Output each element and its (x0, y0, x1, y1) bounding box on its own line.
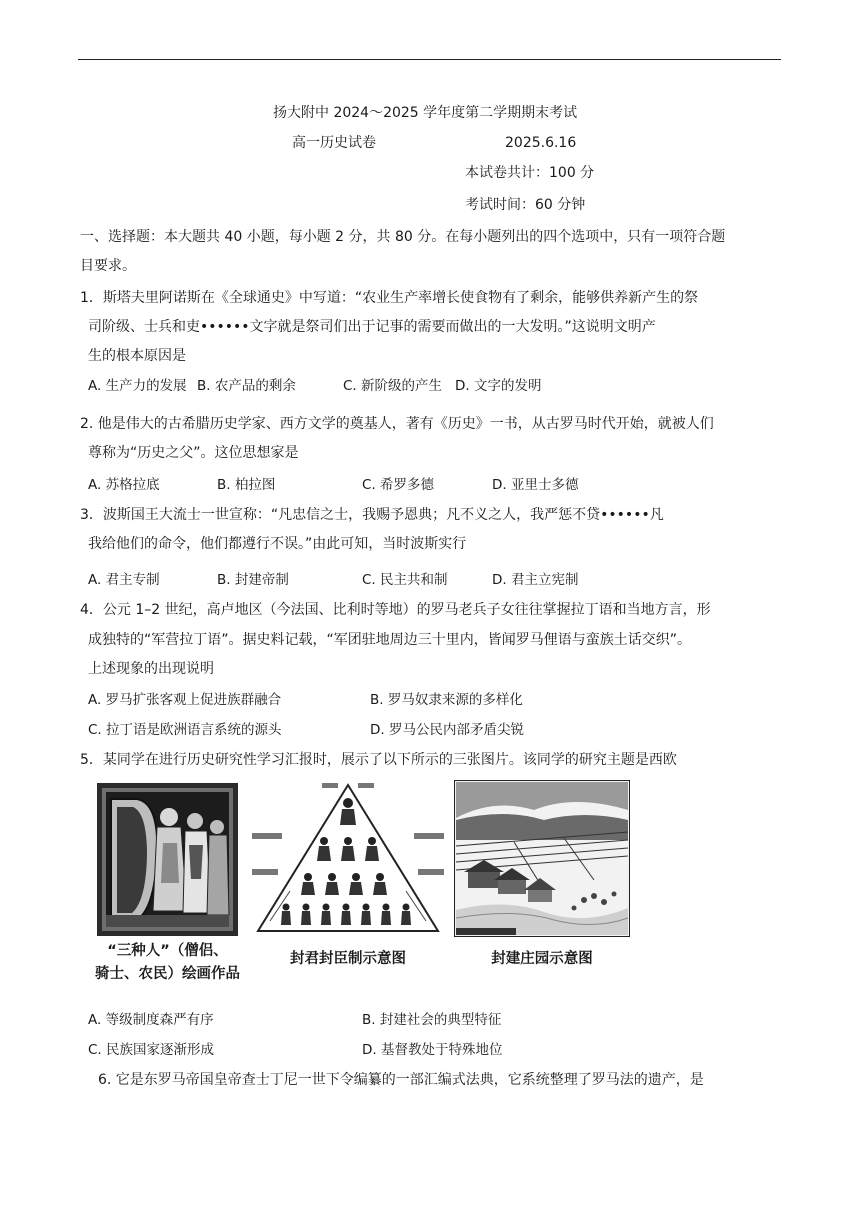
figure-1-caption-line2: 骑士、农民）绘画作品 (95, 966, 240, 982)
total-score: 本试卷共计：100 分 (465, 165, 595, 181)
figure-1-caption-line1: “三种人”（僧侣、 (107, 943, 228, 959)
question-5-option-d: D. 基督教处于特殊地位 (362, 1042, 503, 1058)
lord-vassal-pyramid-diagram (250, 781, 446, 941)
question-4-option-b: B. 罗马奴隶来源的多样化 (370, 692, 523, 708)
exam-title: 扬大附中 2024～2025 学年度第二学期期末考试 (273, 105, 578, 121)
question-3-line2: 我给他们的命令，他们都遵行不误。”由此可知，当时波斯实行 (88, 536, 467, 552)
question-3-option-b: B. 封建帝制 (217, 572, 289, 588)
question-3-line1: 3．波斯国王大流士一世宣称：“凡忠信之士，我赐予恩典；凡不义之人，我严惩不贷••••••凡 (80, 507, 664, 523)
question-5-option-a: A. 等级制度森严有序 (88, 1012, 214, 1028)
question-1-line3: 生的根本原因是 (88, 348, 186, 364)
question-1-line1: 1．斯塔夫里阿诺斯在《全球通史》中写道：“农业生产率增长使食物有了剩余，能够供养新产生的祭 (80, 290, 699, 306)
figure-2-caption: 封君封臣制示意图 (290, 951, 406, 967)
feudal-manor-illustration (454, 780, 630, 937)
question-5-option-c: C. 民族国家逐渐形成 (88, 1042, 215, 1058)
section-intro-line1: 一、选择题：本大题共 40 小题，每小题 2 分，共 80 分。在每小题列出的四个选项中，只有一项符合题 (80, 229, 726, 245)
question-3-option-c: C. 民主共和制 (362, 572, 448, 588)
exam-date: 2025.6.16 (505, 135, 577, 151)
three-orders-painting (97, 783, 238, 936)
question-2-option-d: D. 亚里士多德 (492, 477, 579, 493)
question-4-line3: 上述现象的出现说明 (88, 661, 214, 677)
figure-3-caption: 封建庄园示意图 (491, 951, 593, 967)
question-4-option-c: C. 拉丁语是欧洲语言系统的源头 (88, 722, 282, 738)
question-3-option-d: D. 君主立宪制 (492, 572, 579, 588)
header-rule (78, 59, 781, 60)
section-intro-line2: 目要求。 (80, 258, 136, 274)
question-1-option-b: B. 农产品的剩余 (197, 378, 296, 394)
question-5-line1: 5．某同学在进行历史研究性学习汇报时，展示了以下所示的三张图片。该同学的研究主题是西欧 (80, 752, 677, 768)
exam-subject: 高一历史试卷 (292, 135, 376, 151)
question-4-line2: 成独特的“军营拉丁语”。据史料记载，“军团驻地周边三十里内，皆闻罗马俚语与蛮族土话交织”。 (88, 632, 692, 648)
question-1-line2: 司阶级、士兵和吏••••••文字就是祭司们出于记事的需要而做出的一大发明。”这说明文明产 (88, 319, 656, 335)
question-2-option-a: A. 苏格拉底 (88, 477, 160, 493)
question-2-option-b: B. 柏拉图 (217, 477, 276, 493)
question-4-option-a: A. 罗马扩张客观上促进族群融合 (88, 692, 282, 708)
question-3-option-a: A. 君主专制 (88, 572, 160, 588)
question-6-line1: 6. 它是东罗马帝国皇帝查士丁尼一世下令编纂的一部汇编式法典，它系统整理了罗马法的遗产，是 (98, 1072, 704, 1088)
question-2-line2: 尊称为“历史之父”。这位思想家是 (88, 445, 299, 461)
question-1-option-d: D. 文字的发明 (455, 378, 542, 394)
question-1-option-a: A. 生产力的发展 (88, 378, 187, 394)
question-4-line1: 4．公元 1–2 世纪，高卢地区（今法国、比利时等地）的罗马老兵子女往往掌握拉丁语和当地方言，形 (80, 602, 711, 618)
question-2-option-c: C. 希罗多德 (362, 477, 435, 493)
question-5-option-b: B. 封建社会的典型特征 (362, 1012, 502, 1028)
exam-time: 考试时间：60 分钟 (465, 197, 586, 213)
question-4-option-d: D. 罗马公民内部矛盾尖锐 (370, 722, 524, 738)
question-1-option-c: C. 新阶级的产生 (343, 378, 443, 394)
question-2-line1: 2. 他是伟大的古希腊历史学家、西方文学的奠基人，著有《历史》一书，从古罗马时代开始，就被人们 (80, 416, 714, 432)
